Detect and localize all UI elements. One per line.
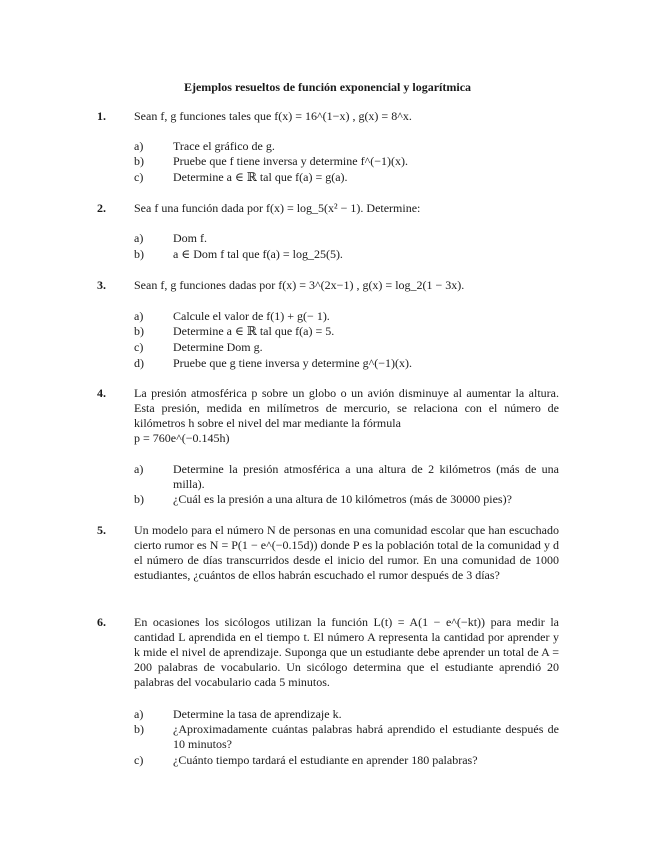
item-label: d) <box>134 356 144 370</box>
item-label: b) <box>134 492 144 506</box>
problem-1-number: 1. <box>97 109 106 123</box>
item-label: a) <box>134 462 144 476</box>
item-text: ¿Cuánto tiempo tardará el estudiante en aprender 180 palabras? <box>173 753 478 767</box>
item-text: Trace el gráfico de g. <box>173 139 275 153</box>
problem-5-number: 5. <box>97 523 106 537</box>
item-text: a ∈ Dom f tal que f(a) = log_25(5). <box>173 247 343 261</box>
item-text: Determine la presión atmosférica a una altura de 2 kilómetros (más de una milla). <box>173 462 559 491</box>
item-label: c) <box>134 753 144 767</box>
item-label: a) <box>134 309 144 323</box>
item-label: b) <box>134 324 144 338</box>
problem-4-number: 4. <box>97 386 106 400</box>
document-title: Ejemplos resueltos de función exponencial y logarítmica <box>183 80 472 94</box>
problem-6-number: 6. <box>97 615 106 629</box>
item-text: Determine la tasa de aprendizaje k. <box>173 707 342 721</box>
problem-6-statement: En ocasiones los sicólogos utilizan la función L(t) = A(1 − e^(−kt)) para medir la cantidad L aprendida en el tiempo t. El número A representa la cantidad por aprender y k mide el nivel de aprendizaje. Suponga que un estudiante debe aprender un total de A = 200 palabras de vocabulario. Un sicólogo determina que el estudiante aprendió 20 palabras del vocabulario cada 5 minutos. <box>134 615 559 689</box>
problem-2-number: 2. <box>97 201 106 215</box>
problem-4-formula: p = 760e^(−0.145h) <box>134 431 230 445</box>
item-text: Determine Dom g. <box>173 340 263 354</box>
item-label: a) <box>134 231 144 245</box>
item-label: c) <box>134 340 144 354</box>
problem-2-statement: Sea f una función dada por f(x) = log_5(x² − 1). Determine: <box>134 201 421 215</box>
item-text: Calcule el valor de f(1) + g(− 1). <box>173 309 330 323</box>
item-text: Dom f. <box>173 231 207 245</box>
item-text: Pruebe que g tiene inversa y determine g^(−1)(x). <box>173 356 412 370</box>
item-text: Determine a ∈ ℝ tal que f(a) = 5. <box>173 324 335 338</box>
problem-5-statement: Un modelo para el número N de personas en una comunidad escolar que han escuchado cierto rumor es N = P(1 − e^(−0.15d)) donde P es la población total de la comunidad y d el número de días transcurridos desde el inicio del rumor. En una comunidad de 1000 estudiantes, ¿cuántos de ellos habrán escuchado el rumor después de 3 días? <box>134 523 559 582</box>
item-text: Pruebe que f tiene inversa y determine f^(−1)(x). <box>173 154 408 168</box>
problem-4-statement: La presión atmosférica p sobre un globo o un avión disminuye al aumentar la altura. Esta presión, medida en milímetros de mercurio, se relaciona con el número de kilómetros h sobre el nivel del mar mediante la fórmula <box>134 386 559 430</box>
item-label: b) <box>134 154 144 168</box>
problem-1-statement: Sean f, g funciones tales que f(x) = 16^(1−x) , g(x) = 8^x. <box>134 109 412 123</box>
item-text: ¿Aproximadamente cuántas palabras habrá aprendido el estudiante después de 10 minutos? <box>173 722 559 751</box>
item-label: a) <box>134 707 144 721</box>
item-label: b) <box>134 247 144 261</box>
problem-3-number: 3. <box>97 278 106 292</box>
item-text: Determine a ∈ ℝ tal que f(a) = g(a). <box>173 170 348 184</box>
item-label: b) <box>134 722 144 736</box>
item-label: a) <box>134 139 144 153</box>
item-text: ¿Cuál es la presión a una altura de 10 kilómetros (más de 30000 pies)? <box>173 492 512 506</box>
problem-3-statement: Sean f, g funciones dadas por f(x) = 3^(2x−1) , g(x) = log_2(1 − 3x). <box>134 278 465 292</box>
item-label: c) <box>134 170 144 184</box>
